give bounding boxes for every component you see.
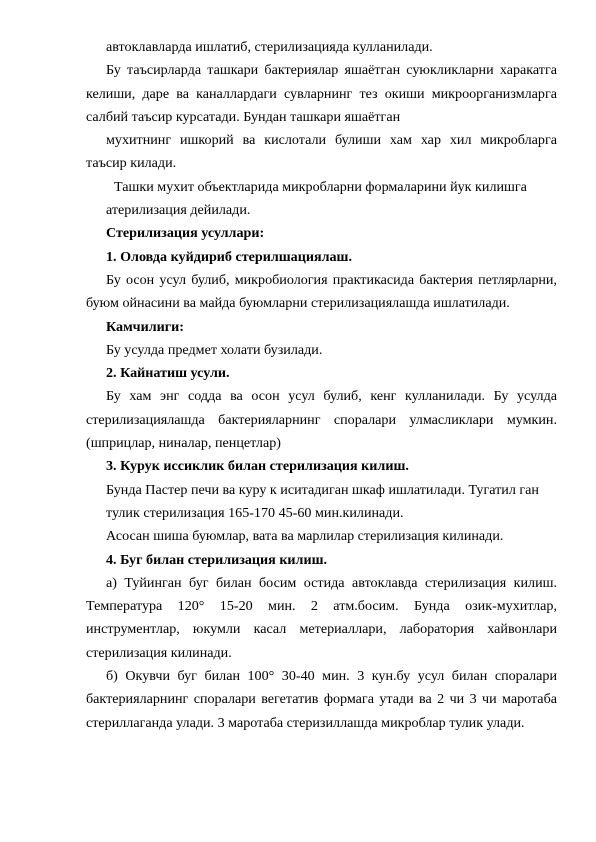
document-page xyxy=(86,36,557,735)
paragraph-definition: атерилизация дейилади. xyxy=(106,202,251,219)
heading-method-3-dry-heat: 3. Курук иссиклик билан стерилизация килиш. xyxy=(106,458,409,475)
paragraph-flowing-steam: б) Окувчи буг билан 100° 30-40 мин. 3 кун.бу усул билан споралари бактерияларнинг споралари вегетатив формага утади ва 2 чи 3 чи маротаба стериллаганда улади. 3 маротаба стеризиллашда микроблар тулик улади. xyxy=(86,668,557,731)
paragraph-full-sterilization: тулик стерилизация 165-170 45-60 мин.килинади. xyxy=(106,504,404,521)
paragraph-boiling-description: Бу хам энг содда ва осон усул булиб, кенг кулланилади. Бу усулда стерилизациялашда бактерияларнинг споралари улмасликлари мумкин. (шприцлар, ниналар, пенцетлар) xyxy=(86,388,557,452)
heading-drawbacks: Камчилиги: xyxy=(106,318,184,335)
paragraph-drawbacks: Бу усулда предмет холати бузилади. xyxy=(106,341,323,358)
heading-method-1-flame: 1. Оловда куйдириб стерилшациялаш. xyxy=(106,248,352,265)
heading-method-2-boiling: 2. Кайнатиш усули. xyxy=(106,365,230,382)
heading-sterilization-methods: Стерилизация усуллари: xyxy=(106,225,265,242)
paragraph-external-objects: Ташки мухит объектларида микробларни формаларини йук килишга xyxy=(114,178,527,195)
paragraph-effects: Бу таъсирларда ташкари бактериялар яшаётган суюкликларни харакатга келиши, даре ва каналлардаги сувларнинг тез окиши микроорганизмларга салбий таъсир курсатади. Бундан ташкари яшаётган xyxy=(86,62,557,125)
paragraph-medium-ph: мухитнинг ишкорий ва кислотали булиши хам хар хил микробларга таъсир килади. xyxy=(86,132,557,172)
heading-method-4-steam: 4. Буг билан стерилизация килиш. xyxy=(106,551,328,568)
paragraph-autoclave-usage: автоклавларда ишлатиб, стерилизацияда кулланилади. xyxy=(106,39,433,55)
paragraph-pasteur-oven: Бунда Пастер печи ва куру к иситадиган шкаф ишлатилади. Тугатил ган xyxy=(106,481,539,498)
paragraph-saturated-steam: а) Туйинган буг билан босим остида автоклавда стерилизация килиш. Температура 120° 15-20 мин. 2 атм.босим. Бунда озик-мухитлар, инструментлар, юкумли касал метериаллари, лаборатория хайвонлари стерилизация килинади. xyxy=(86,574,557,661)
paragraph-flame-description: Бу осон усул булиб, микробиология практикасида бактерия петлярларни, буюм ойнасини ва майда буюмларни стерилизациялашда ишлатилади. xyxy=(86,271,557,312)
paragraph-glassware: Асосан шиша буюмлар, вата ва марлилар стерилизация килинади. xyxy=(106,528,504,545)
